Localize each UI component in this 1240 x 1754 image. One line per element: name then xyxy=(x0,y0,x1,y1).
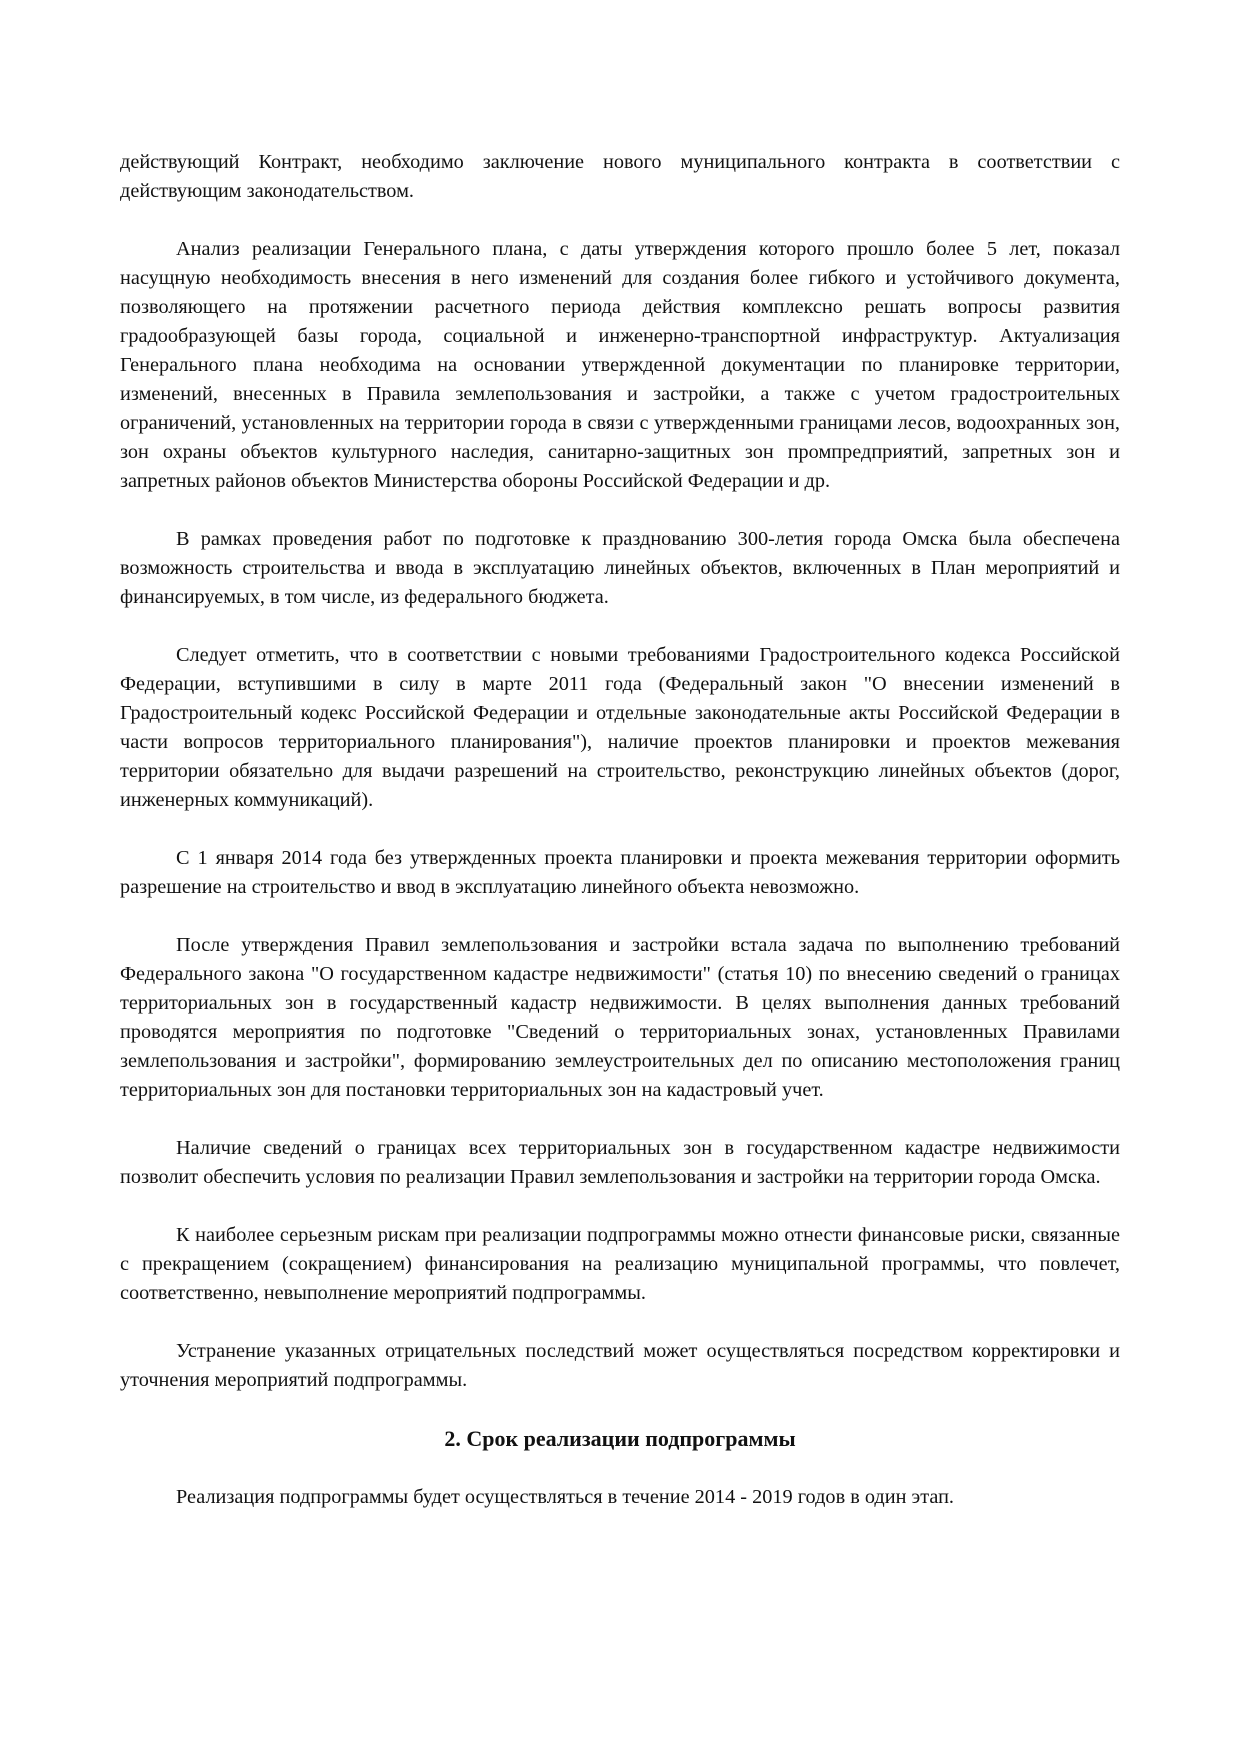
paragraph-contract-continuation: действующий Контракт, необходимо заключение нового муниципального контракта в соответствии с действующим законодательством. xyxy=(120,151,1120,202)
paragraph-implementation-period: Реализация подпрограммы будет осуществляться в течение 2014 - 2019 годов в один этап. xyxy=(176,1486,954,1508)
paragraph-omsk-300-anniversary: В рамках проведения работ по подготовке к празднованию 300-летия города Омска была обеспечена возможность строительства и ввода в эксплуатацию линейных объектов, включенных в План мероприятий и финансируемых, в том числе, из федерального бюджета. xyxy=(120,528,1120,608)
paragraph-financial-risks: К наиболее серьезным рискам при реализации подпрограммы можно отнести финансовые риски, связанные с прекращением (сокращением) финансирования на реализацию муниципальной программы, что повлечет, соответственно, невыполнение мероприятий подпрограммы. xyxy=(120,1224,1120,1304)
paragraph-urban-planning-code: Следует отметить, что в соответствии с новыми требованиями Градостроительного кодекса Российской Федерации, вступившими в силу в марте 2011 года (Федеральный закон "О внесении изменений в Градостроительный кодекс Российской Федерации и отдельные законодательные акты Российской Федерации в части вопросов территориального планирования"), наличие проектов планировки и проектов межевания территории обязательно для выдачи разрешений на строительство, реконструкцию линейных объектов (дорог, инженерных коммуникаций). xyxy=(120,644,1120,811)
paragraph-zone-boundaries: Наличие сведений о границах всех территориальных зон в государственном кадастре недвижимости позволит обеспечить условия по реализации Правил землепользования и застройки на территории города Омска. xyxy=(120,1137,1120,1188)
section-heading-implementation-period: 2. Срок реализации подпрограммы xyxy=(444,1426,796,1451)
paragraph-risk-mitigation: Устранение указанных отрицательных последствий может осуществляться посредством корректировки и уточнения мероприятий подпрограммы. xyxy=(120,1340,1120,1391)
paragraph-land-use-rules: После утверждения Правил землепользования и застройки встала задача по выполнению требований Федерального закона "О государственном кадастре недвижимости" (статья 10) по внесению сведений о границах территориальных зон в государственный кадастр недвижимости. В целях выполнения данных требований проводятся мероприятия по подготовке "Сведений о территориальных зонах, установленных Правилами землепользования и застройки", формированию землеустроительных дел по описанию местоположения границ территориальных зон для постановки территориальных зон на кадастровый учет. xyxy=(120,934,1120,1101)
paragraph-general-plan-analysis: Анализ реализации Генерального плана, с даты утверждения которого прошло более 5 лет, показал насущную необходимость внесения в него изменений для создания более гибкого и устойчивого документа, позволяющего на протяжении расчетного периода действия комплексно решать вопросы развития градообразующей базы города, социальной и инженерно-транспортной инфраструктур. Актуализация Генерального плана необходима на основании утвержденной документации по планировке территории, изменений, внесенных в Правила землепользования и застройки, а также с учетом градостроительных ограничений, установленных на территории города в связи с утвержденными границами лесов, водоохранных зон, зон охраны объектов культурного наследия, санитарно-защитных зон промпредприятий, запретных зон и запретных районов объектов Министерства обороны Российской Федерации и др. xyxy=(120,238,1120,492)
document-page xyxy=(120,148,1120,1541)
paragraph-january-2014: С 1 января 2014 года без утвержденных проекта планировки и проекта межевания территории оформить разрешение на строительство и ввод в эксплуатацию линейного объекта невозможно. xyxy=(120,847,1120,898)
